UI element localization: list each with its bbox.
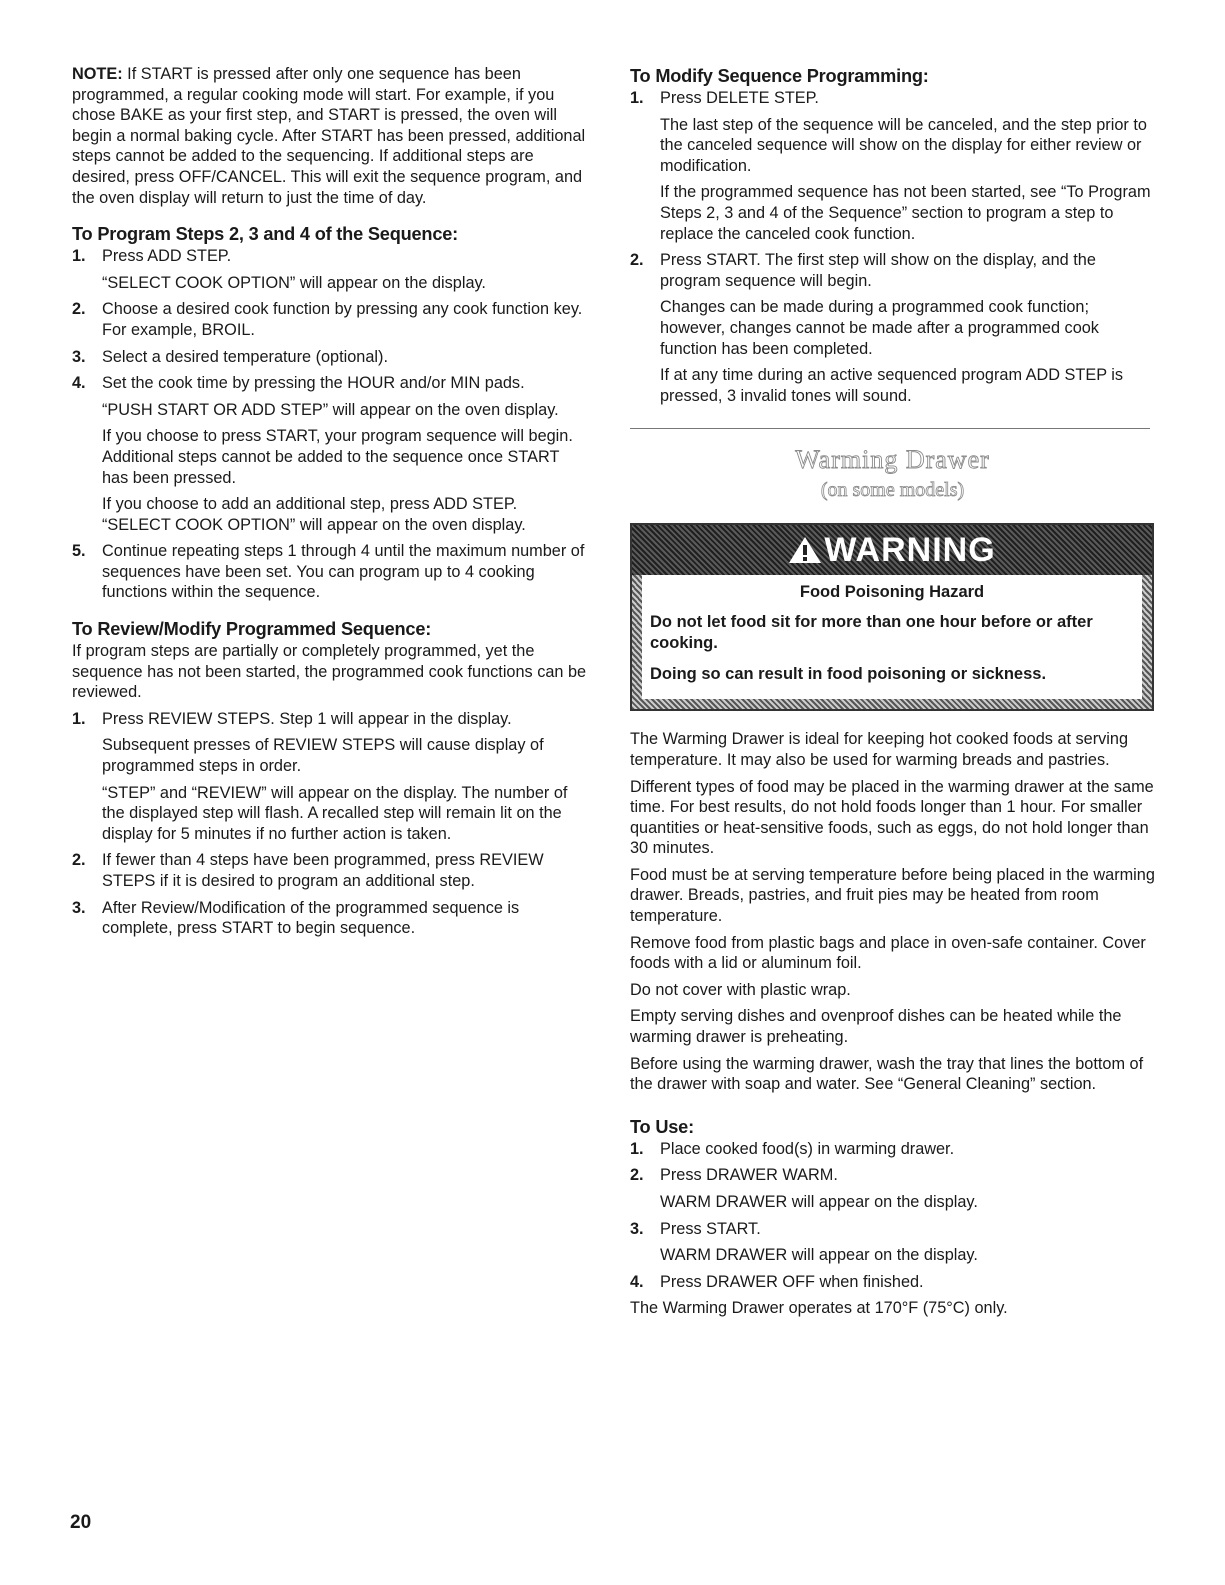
page-number: 20 <box>70 1512 92 1533</box>
step-text: Press ADD STEP. <box>102 247 232 266</box>
step-number: 2. <box>72 300 86 319</box>
step-number: 3. <box>72 347 86 366</box>
step-item <box>630 1165 1155 1212</box>
step-item <box>72 347 587 368</box>
step-number: 2. <box>72 851 86 870</box>
step-text: Press START. <box>660 1219 761 1238</box>
step-text: Continue repeating steps 1 through 4 until the maximum number of sequences have been set. You can program up to 4 cooking functions within the sequence. <box>102 542 585 602</box>
warning-hazard: Food Poisoning Hazard <box>799 583 985 602</box>
step-detail: “STEP” and “REVIEW” will appear on the display. The number of the displayed step will flash. A recalled step will remain lit on the display for 5 minutes if no further action is taken. <box>102 783 568 843</box>
warning-triangle-icon <box>788 535 822 565</box>
step-item <box>72 299 587 340</box>
step-detail: If you choose to press START, your program sequence will begin. Additional steps cannot be added to the sequence once START has been pressed. <box>102 427 573 487</box>
warming-paragraph: Do not cover with plastic wrap. <box>630 980 851 999</box>
warming-paragraph: Remove food from plastic bags and place in oven-safe container. Cover foods with a lid or aluminum foil. <box>630 933 1146 973</box>
step-number: 4. <box>630 1272 644 1291</box>
right-column <box>630 64 1155 1319</box>
warning-header-text: WARNING <box>824 530 996 569</box>
step-text: Choose a desired cook function by pressing any cook function key. For example, BROIL. <box>102 300 583 339</box>
step-item <box>72 850 587 891</box>
step-number: 2. <box>630 1166 644 1185</box>
review-steps-list <box>72 709 587 939</box>
warming-drawer-subtitle: (on some models) <box>820 479 965 502</box>
to-use-heading: To Use: <box>630 1116 694 1137</box>
step-text: Place cooked food(s) in warming drawer. <box>660 1139 955 1158</box>
step-detail: “PUSH START OR ADD STEP” will appear on the oven display. <box>102 400 559 419</box>
program-steps-heading: To Program Steps 2, 3 and 4 of the Sequence: <box>72 224 459 245</box>
warning-body <box>632 575 1152 709</box>
step-text: If fewer than 4 steps have been programmed, press REVIEW STEPS if it is desired to program an additional step. <box>102 851 544 890</box>
step-item <box>72 246 587 293</box>
step-text: Set the cook time by pressing the HOUR and/or MIN pads. <box>102 374 525 393</box>
step-item <box>630 1272 1155 1293</box>
note-text: If START is pressed after only one sequence has been programmed, a regular cooking mode will start. For example, if you chose BAKE as your first step, and START is pressed, the oven will begin a normal baking cycle. After START has been pressed, additional steps cannot be added to the sequencing. If additional steps are desired, press OFF/CANCEL. This will exit the sequence program, and the oven display will return to just the time of day. <box>72 65 586 207</box>
step-number: 3. <box>72 898 86 917</box>
step-number: 2. <box>630 251 644 270</box>
use-footer: The Warming Drawer operates at 170°F (75°C) only. <box>630 1299 1008 1318</box>
step-item <box>72 898 587 939</box>
step-number: 5. <box>72 542 86 561</box>
step-detail: WARM DRAWER will appear on the display. <box>660 1246 978 1265</box>
review-heading: To Review/Modify Programmed Sequence: <box>72 619 432 640</box>
note-label: NOTE: <box>72 65 123 83</box>
step-number: 1. <box>630 1139 644 1158</box>
warning-header <box>632 525 1152 575</box>
step-detail: The last step of the sequence will be canceled, and the step prior to the canceled sequence will show on the display for either review or modification. <box>660 115 1147 175</box>
step-text: Press DELETE STEP. <box>660 89 819 107</box>
step-detail: “SELECT COOK OPTION” will appear on the display. <box>102 273 486 292</box>
section-divider <box>630 428 1150 429</box>
step-text: Press DRAWER OFF when finished. <box>660 1272 924 1291</box>
step-item <box>630 1219 1155 1266</box>
step-item <box>72 373 587 535</box>
note-paragraph <box>72 64 587 208</box>
left-column <box>72 64 587 945</box>
warming-paragraph: Before using the warming drawer, wash the tray that lines the bottom of the drawer with soap and water. See “General Cleaning” section. <box>630 1054 1144 1094</box>
step-text: Press REVIEW STEPS. Step 1 will appear in the display. <box>102 709 512 728</box>
step-number: 1. <box>72 247 86 266</box>
warming-paragraph: Food must be at serving temperature before being placed in the warming drawer. Breads, pastries, and fruit pies may be heated from room temperature. <box>630 865 1155 926</box>
step-detail: If at any time during an active sequenced program ADD STEP is pressed, 3 invalid tones will sound. <box>660 366 1124 405</box>
step-number: 1. <box>72 709 86 728</box>
step-detail: If you choose to add an additional step, press ADD STEP. “SELECT COOK OPTION” will appear on the oven display. <box>102 495 526 534</box>
warming-paragraphs <box>630 729 1155 1095</box>
step-text: Press START. The first step will show on the display, and the program sequence will begin. <box>660 251 1096 290</box>
warming-paragraph: Empty serving dishes and ovenproof dishes can be heated while the warming drawer is preheating. <box>630 1007 1122 1047</box>
warming-paragraph: Different types of food may be placed in the warming drawer at the same time. For best results, do not hold foods longer than 1 hour. For smaller quantities or heat-sensitive foods, such as eggs, do not hold longer than 30 minutes. <box>630 777 1154 858</box>
step-text: After Review/Modification of the programmed sequence is complete, press START to begin sequence. <box>102 898 520 938</box>
step-number: 1. <box>630 89 644 107</box>
warning-line-1: Do not let food sit for more than one hour before or after cooking. <box>650 613 1093 653</box>
modify-heading: To Modify Sequence Programming: <box>630 66 929 86</box>
step-detail: Subsequent presses of REVIEW STEPS will cause display of programmed steps in order. <box>102 736 544 776</box>
review-intro: If program steps are partially or completely programmed, yet the sequence has not been started, the programmed cook functions can be reviewed. <box>72 642 587 702</box>
step-text: Press DRAWER WARM. <box>660 1166 838 1185</box>
step-number: 4. <box>72 374 86 393</box>
step-item <box>630 1139 1155 1160</box>
step-text: Select a desired temperature (optional). <box>102 347 388 366</box>
program-steps-list <box>72 246 587 603</box>
step-item <box>72 541 587 603</box>
step-number: 3. <box>630 1219 644 1238</box>
warning-line-2: Doing so can result in food poisoning or sickness. <box>650 665 1047 684</box>
warming-paragraph: The Warming Drawer is ideal for keeping hot cooked foods at serving temperature. It may also be used for warming breads and pastries. <box>630 730 1129 769</box>
step-item <box>630 88 1155 244</box>
step-item <box>630 250 1155 406</box>
step-detail: Changes can be made during a programmed cook function; however, changes cannot be made after a programmed cook function has been completed. <box>660 298 1099 358</box>
modify-steps-list <box>630 88 1155 406</box>
step-detail: If the programmed sequence has not been started, see “To Program Steps 2, 3 and 4 of the Sequence” section to program a step to replace the canceled cook function. <box>660 183 1151 243</box>
warming-drawer-title: Warming Drawer <box>795 445 990 475</box>
step-detail: WARM DRAWER will appear on the display. <box>660 1193 978 1211</box>
use-steps-list <box>630 1139 1155 1293</box>
step-item <box>72 709 587 845</box>
warning-box <box>630 523 1154 711</box>
